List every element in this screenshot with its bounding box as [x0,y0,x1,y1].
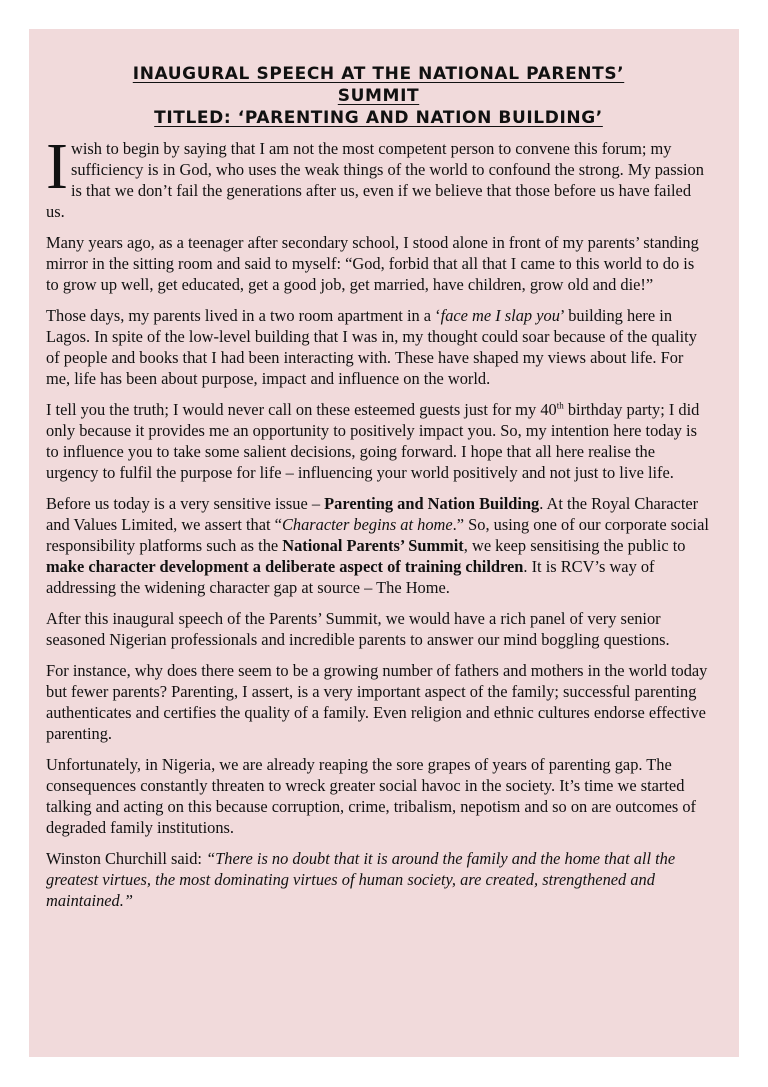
paragraph-5-bold-summit: National Parents’ Summit [282,536,464,555]
paragraph-9-text-a: Winston Churchill said: [46,849,207,868]
title-line-3: TITLED: ‘PARENTING AND NATION BUILDING’ [154,108,603,128]
document-page [29,29,739,1057]
paragraph-5-italic-motto: Character begins at home [281,515,453,534]
paragraph-3-text-a: Those days, my parents lived in a two room apartment in a ‘ [46,306,441,325]
paragraph-5-bold-topic: Parenting and Nation Building [324,494,540,513]
paragraph-3-italic: face me I slap you [440,306,560,325]
paragraph-9 [46,848,711,911]
paragraph-5-text-c: .” So, using one of our corporate social responsibility platforms such as the [46,515,709,555]
paragraph-1 [46,130,711,222]
churchill-quote: “There is no doubt that it is around the family and the home that all the greatest virtues, the most dominating virtues of human society, are created, strengthened and maintained.” [46,849,676,910]
paragraph-4-text-b: birthday party; I did only because it provides me an opportunity to positively impact you. So, my intention here today is to influence you to take some salient decisions, going forward. I hope that all here realise the urgency to fulfil the purpose for life – influencing your world positively and not just to live life. [46,400,700,482]
paragraph-8: Unfortunately, in Nigeria, we are already reaping the sore grapes of years of parenting gap. The consequences constantly threaten to wreck greater social havoc in the society. It’s time we started talking and acting on this because corruption, crime, tribalism, nepotism and so on are outcomes of degraded family institutions. [46,755,696,837]
document-title [46,63,711,129]
drop-cap: I [46,130,68,203]
paragraph-6: After this inaugural speech of the Parents’ Summit, we would have a rich panel of very senior seasoned Nigerian professionals and incredible parents to answer our mind boggling questions. [46,609,670,649]
ordinal-superscript: th [556,400,564,411]
title-line-1: INAUGURAL SPEECH AT THE NATIONAL PARENTS’ [132,64,625,84]
paragraph-5 [46,493,711,598]
paragraph-5-text-d: , we keep sensitising the public to [463,536,686,555]
paragraph-2: Many years ago, as a teenager after secondary school, I stood alone in front of my parents’ standing mirror in the sitting room and said to myself: “God, forbid that all that I came to this world to do is to grow up well, get educated, get a good job, get married, have children, grow old and die!” [46,233,699,294]
title-line-2: SUMMIT [337,86,420,106]
paragraph-5-text-b: . At the Royal Character and Values Limited, we assert that “ [46,494,699,534]
paragraph-3-text-b: ’ building here in Lagos. In spite of the low-level building that I was in, my thought could soar because of the quality of people and books that I had been interacting with. These have shaped my views about life. For me, life has been about purpose, impact and influence on the world. [46,306,697,388]
speech-body [46,130,711,911]
paragraph-1-text: wish to begin by saying that I am not the most competent person to convene this forum; my sufficiency is in God, who uses the weak things of the world to confound the strong. My passion is that we don’t fail the generations after us, even if we believe that those before us have failed us. [46,139,704,221]
paragraph-5-bold-aim: make character development a deliberate aspect of training children [46,557,524,576]
paragraph-7: For instance, why does there seem to be a growing number of fathers and mothers in the world today but fewer parents? Parenting, I assert, is a very important aspect of the family; successful parenting authenticates and certifies the quality of a family. Even religion and ethnic cultures endorse effective parenting. [46,661,708,743]
paragraph-4 [46,399,711,483]
paragraph-5-text-e: . It is RCV’s way of addressing the widening character gap at source – The Home. [46,557,655,597]
paragraph-4-text-a: I tell you the truth; I would never call on these esteemed guests just for my 40 [46,400,557,419]
paragraph-5-text-a: Before us today is a very sensitive issue – [46,494,325,513]
paragraph-3 [46,305,711,389]
